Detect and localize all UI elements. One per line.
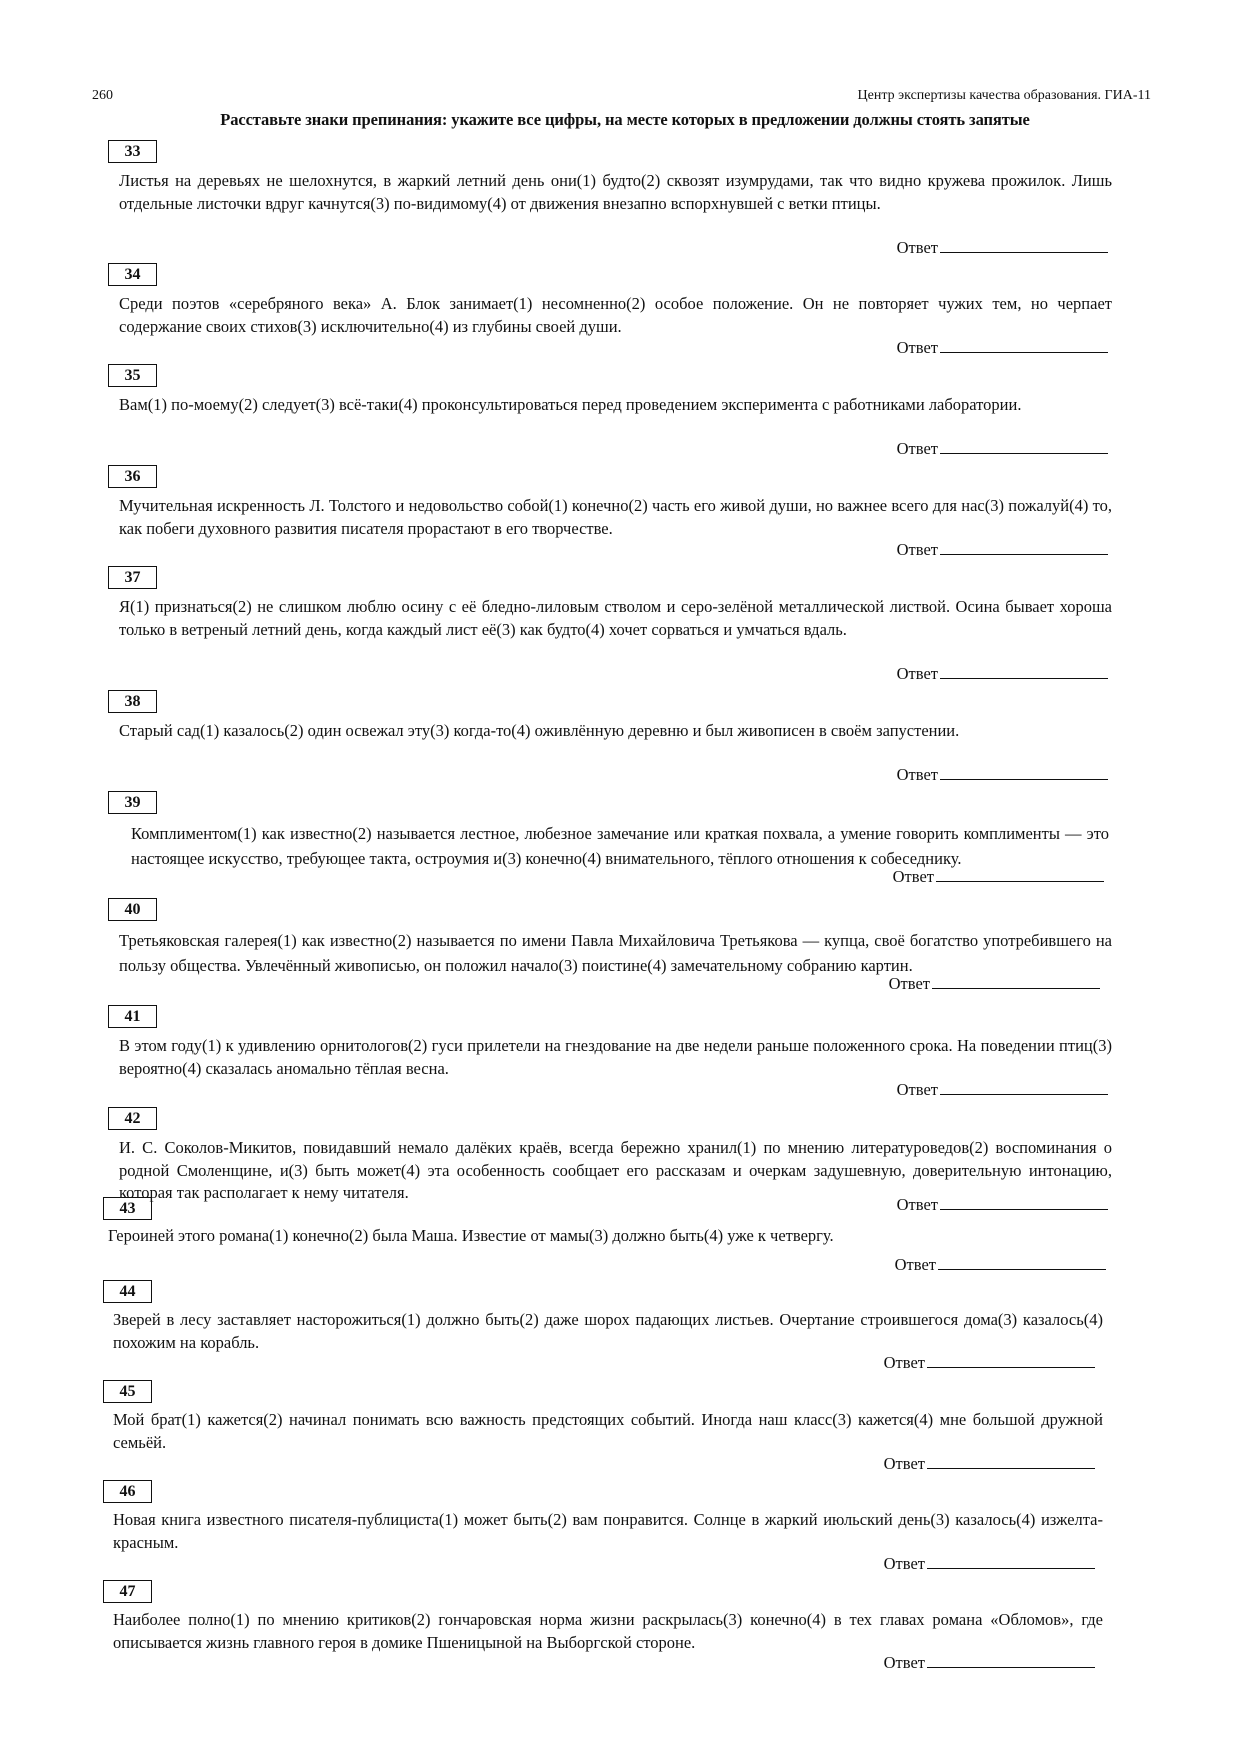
task-text: И. С. Соколов-Микитов, повидавший немало далёких краёв, всегда бережно хранил(1) по мнению литературоведов(2) воспоминания о родной Смоленщине, и(3) быть может(4) эта особенность сообщает его рассказам и очеркам задушевную, доверительную интонацию, которая так располагает к нему читателя. bbox=[119, 1138, 1112, 1202]
task-number: 42 bbox=[108, 1107, 157, 1130]
task-number: 41 bbox=[108, 1005, 157, 1028]
answer-field[interactable] bbox=[884, 1454, 1095, 1474]
answer-label: Ответ bbox=[896, 1080, 938, 1099]
answer-line[interactable] bbox=[940, 765, 1108, 780]
answer-label: Ответ bbox=[896, 338, 938, 357]
task-text: Старый сад(1) казалось(2) один освежал эту(3) когда-то(4) оживлённую деревню и был живописен в своём запустении. bbox=[119, 721, 960, 740]
task-text: Героиней этого романа(1) конечно(2) была Маша. Известие от мамы(3) должно быть(4) уже к четвергу. bbox=[108, 1226, 834, 1245]
task-text: Мучительная искренность Л. Толстого и недовольство собой(1) конечно(2) часть его живой души, но важнее всего для нас(3) пожалуй(4) то, как побеги духовного развития писателя прорастают в его творчестве. bbox=[119, 496, 1112, 538]
task-text: Я(1) признаться(2) не слишком люблю осину с её бледно-лиловым стволом и серо-зелёной металлической листвой. Осина бывает хороша только в ветреный летний день, когда каждый лист её(3) как будто(4) хочет сорваться и умчаться вдаль. bbox=[119, 597, 1112, 639]
answer-label: Ответ bbox=[896, 1195, 938, 1214]
running-header: Центр экспертизы качества образования. ГИА-11 bbox=[857, 88, 1151, 103]
task-text: Новая книга известного писателя-публициста(1) может быть(2) вам понравится. Солнце в жаркий июльский день(3) казалось(4) изжелта-красным. bbox=[113, 1510, 1103, 1552]
answer-field[interactable] bbox=[897, 540, 1108, 560]
answer-line[interactable] bbox=[940, 540, 1108, 555]
task-number: 34 bbox=[108, 263, 157, 286]
answer-line[interactable] bbox=[938, 1255, 1106, 1270]
task-text: В этом году(1) к удивлению орнитологов(2) гуси прилетели на гнездование на две недели раньше положенного срока. На поведении птиц(3) вероятно(4) сказалась аномально тёплая весна. bbox=[119, 1036, 1112, 1078]
answer-line[interactable] bbox=[927, 1554, 1095, 1569]
answer-label: Ответ bbox=[896, 664, 938, 683]
answer-field[interactable] bbox=[893, 867, 1104, 887]
task-number: 39 bbox=[108, 791, 157, 814]
task-number: 43 bbox=[103, 1197, 152, 1220]
task-text: Третьяковская галерея(1) как известно(2) называется по имени Павла Михайловича Третьякова — купца, своё богатство употребившего на пользу общества. Увлечённый живописью, он положил начало(3) поистине(4) замечательному собранию картин. bbox=[119, 931, 1112, 975]
answer-field[interactable] bbox=[897, 338, 1108, 358]
task-number: 35 bbox=[108, 364, 157, 387]
task-text: Комплиментом(1) как известно(2) называется лестное, любезное замечание или краткая похвала, а умение говорить комплименты — это настоящее искусство, требующее такта, остроумия и(3) конечно(4) внимательного, тёплого отношения к собеседнику. bbox=[131, 824, 1109, 868]
answer-line[interactable] bbox=[940, 1080, 1108, 1095]
task-number: 44 bbox=[103, 1280, 152, 1303]
task-number: 38 bbox=[108, 690, 157, 713]
answer-line[interactable] bbox=[940, 238, 1108, 253]
answer-line[interactable] bbox=[940, 338, 1108, 353]
task-number: 45 bbox=[103, 1380, 152, 1403]
answer-line[interactable] bbox=[936, 867, 1104, 882]
answer-field[interactable] bbox=[895, 1255, 1106, 1275]
answer-field[interactable] bbox=[897, 1195, 1108, 1215]
answer-field[interactable] bbox=[884, 1353, 1095, 1373]
answer-field[interactable] bbox=[897, 664, 1108, 684]
page-number: 260 bbox=[92, 88, 113, 103]
answer-line[interactable] bbox=[932, 974, 1100, 989]
answer-line[interactable] bbox=[927, 1353, 1095, 1368]
task-number: 37 bbox=[108, 566, 157, 589]
answer-label: Ответ bbox=[896, 540, 938, 559]
answer-line[interactable] bbox=[927, 1653, 1095, 1668]
instruction-heading: Расставьте знаки препинания: укажите все цифры, на месте которых в предложении должны стоять запятые bbox=[220, 110, 1030, 129]
answer-label: Ответ bbox=[894, 1255, 936, 1274]
answer-label: Ответ bbox=[892, 867, 934, 886]
task-text: Зверей в лесу заставляет насторожиться(1) должно быть(2) даже шорох падающих листьев. Очертание строившегося дома(3) казалось(4) похожим на корабль. bbox=[113, 1310, 1103, 1352]
task-text: Наиболее полно(1) по мнению критиков(2) гончаровская норма жизни раскрылась(3) конечно(4) в тех главах романа «Обломов», где описывается жизнь главного героя в домике Пшеницыной на Выборгской стороне. bbox=[113, 1610, 1103, 1652]
answer-label: Ответ bbox=[883, 1554, 925, 1573]
task-text: Вам(1) по-моему(2) следует(3) всё-таки(4) проконсультироваться перед проведением эксперимента с работниками лаборатории. bbox=[119, 395, 1022, 414]
task-number: 46 bbox=[103, 1480, 152, 1503]
task-number: 47 bbox=[103, 1580, 152, 1603]
answer-label: Ответ bbox=[883, 1653, 925, 1672]
answer-field[interactable] bbox=[897, 1080, 1108, 1100]
answer-line[interactable] bbox=[940, 664, 1108, 679]
task-number: 40 bbox=[108, 898, 157, 921]
answer-field[interactable] bbox=[897, 765, 1108, 785]
answer-label: Ответ bbox=[896, 238, 938, 257]
task-number: 36 bbox=[108, 465, 157, 488]
answer-line[interactable] bbox=[940, 1195, 1108, 1210]
answer-label: Ответ bbox=[883, 1454, 925, 1473]
answer-field[interactable] bbox=[884, 1653, 1095, 1673]
answer-line[interactable] bbox=[927, 1454, 1095, 1469]
answer-label: Ответ bbox=[896, 439, 938, 458]
answer-label: Ответ bbox=[896, 765, 938, 784]
answer-field[interactable] bbox=[889, 974, 1100, 994]
task-text: Листья на деревьях не шелохнутся, в жаркий летний день они(1) будто(2) сквозят изумрудами, так что видно кружева прожилок. Лишь отдельные листочки вдруг качнутся(3) по-видимому(4) от движения внезапно вспорхнувшей с ветки птицы. bbox=[119, 171, 1112, 213]
answer-line[interactable] bbox=[940, 439, 1108, 454]
answer-label: Ответ bbox=[883, 1353, 925, 1372]
task-text: Мой брат(1) кажется(2) начинал понимать всю важность предстоящих событий. Иногда наш класс(3) кажется(4) мне большой дружной семьёй. bbox=[113, 1410, 1103, 1452]
task-text: Среди поэтов «серебряного века» А. Блок занимает(1) несомненно(2) особое положение. Он не повторяет чужих тем, но черпает содержание своих стихов(3) исключительно(4) из глубины своей души. bbox=[119, 294, 1112, 336]
answer-field[interactable] bbox=[897, 439, 1108, 459]
answer-field[interactable] bbox=[897, 238, 1108, 258]
answer-field[interactable] bbox=[884, 1554, 1095, 1574]
answer-label: Ответ bbox=[888, 974, 930, 993]
task-number: 33 bbox=[108, 140, 157, 163]
